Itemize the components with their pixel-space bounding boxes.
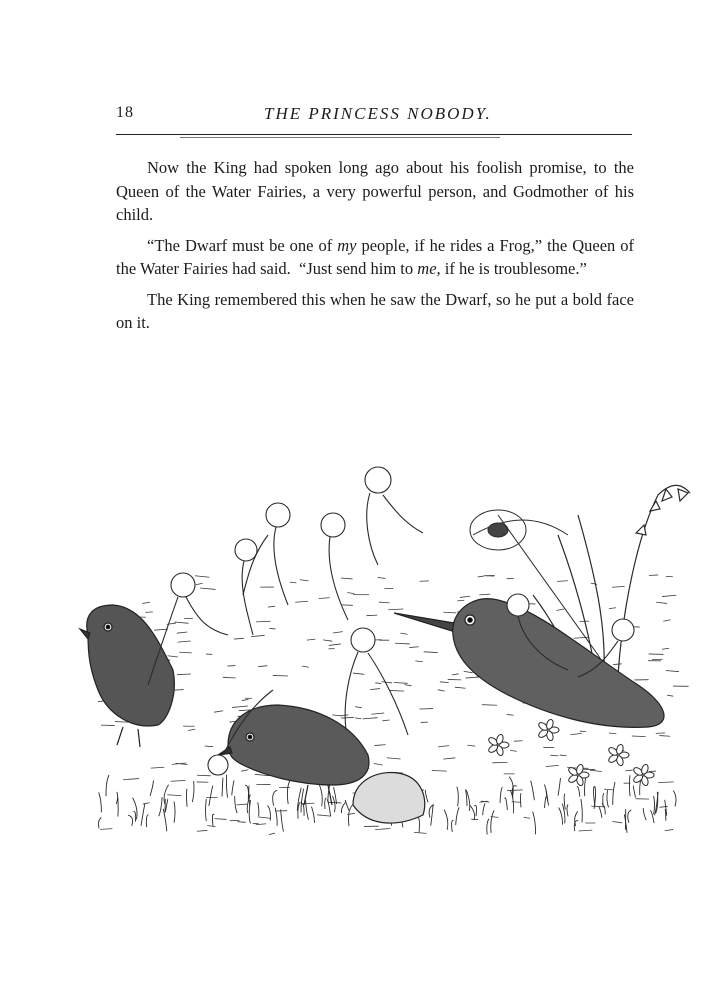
hatch-stroke	[168, 656, 178, 657]
mushroom	[353, 772, 425, 823]
grass-blade	[505, 798, 508, 810]
hatch-stroke	[143, 803, 150, 804]
hatch-stroke	[455, 687, 466, 688]
paragraph-3: The King remembered this when he saw the Dwarf, so he put a bold face on it.	[116, 289, 634, 332]
bird-right	[394, 599, 664, 728]
grass-blade	[487, 819, 489, 835]
hatch-stroke	[333, 632, 343, 633]
hatch-stroke	[467, 745, 475, 746]
hatch-stroke	[609, 733, 616, 734]
grass-blade	[150, 780, 153, 795]
hatch-stroke	[145, 612, 152, 613]
hatch-stroke	[409, 647, 418, 648]
hatch-stroke	[370, 689, 380, 690]
hatch-stroke	[404, 685, 411, 686]
hatch-stroke	[207, 825, 215, 826]
grass-blade	[602, 803, 605, 814]
flower	[567, 764, 589, 787]
grass-blade	[275, 808, 277, 826]
grass-blade	[226, 775, 227, 798]
hatch-stroke	[613, 664, 621, 665]
hatch-stroke	[660, 806, 668, 807]
hatch-stroke	[507, 790, 523, 791]
hatch-stroke	[142, 602, 150, 603]
hatch-stroke	[167, 795, 181, 796]
hatch-stroke	[557, 609, 565, 610]
grass-blade	[559, 808, 563, 825]
hatch-stroke	[188, 729, 195, 730]
grass-blade	[654, 796, 655, 814]
hatch-stroke	[205, 746, 213, 747]
hatch-stroke	[546, 765, 559, 766]
hatch-stroke	[452, 674, 459, 675]
hatch-stroke	[550, 755, 558, 756]
grass-blade	[318, 783, 322, 806]
hatch-stroke	[649, 575, 658, 576]
hatch-stroke	[662, 595, 676, 596]
hatch-stroke	[215, 819, 227, 820]
grass-blade	[628, 810, 632, 823]
hatch-stroke	[457, 600, 464, 601]
grass-blade	[613, 782, 615, 805]
hatch-stroke	[570, 733, 581, 734]
bird-left	[80, 605, 174, 747]
grass-blade	[281, 810, 284, 832]
hatch-stroke	[371, 713, 384, 714]
hatch-stroke	[234, 638, 244, 639]
hatch-stroke	[649, 771, 656, 772]
hatch-stroke	[432, 770, 447, 771]
grass-blade	[567, 804, 568, 816]
page-number: 18	[116, 104, 134, 121]
hatch-stroke	[560, 755, 567, 756]
hatch-stroke	[214, 711, 223, 712]
grass-blade	[245, 785, 248, 799]
hatch-stroke	[269, 833, 275, 834]
hatch-stroke	[625, 770, 632, 771]
grass-blade	[325, 798, 327, 809]
grass-blade	[673, 790, 676, 806]
hatch-stroke	[524, 817, 530, 818]
hatch-stroke	[438, 690, 445, 691]
hatch-stroke	[355, 718, 361, 719]
hatch-stroke	[341, 578, 353, 579]
grass-blade	[212, 814, 214, 826]
hatch-stroke	[658, 782, 673, 783]
header-rule-thin	[180, 137, 500, 138]
hatch-stroke	[197, 830, 207, 831]
hatch-stroke	[195, 576, 209, 577]
hatch-stroke	[659, 736, 670, 737]
hatch-stroke	[256, 621, 270, 622]
paragraph-2-part-a: “The Dwarf must be one of	[147, 235, 338, 255]
grass-blade	[133, 811, 135, 821]
hatch-stroke	[375, 683, 381, 684]
bird-center	[218, 705, 369, 805]
grass-blade	[301, 789, 304, 813]
hatch-stroke	[273, 675, 288, 676]
hatch-stroke	[663, 620, 670, 621]
grass-blade	[491, 810, 494, 832]
hatch-stroke	[177, 674, 191, 675]
hatch-stroke	[115, 722, 128, 723]
grass-blade	[533, 812, 536, 835]
grass-blade	[581, 799, 582, 822]
hatch-stroke	[478, 576, 484, 577]
grass-blade	[341, 803, 345, 813]
grass-blade	[187, 789, 188, 807]
hatch-stroke	[387, 758, 401, 759]
paragraph-2-part-c: if he is troublesome.”	[440, 259, 587, 278]
grass-blade	[425, 790, 428, 802]
hatch-stroke	[295, 601, 308, 602]
hatch-stroke	[482, 705, 497, 706]
paragraph-2-part-b: people, if he rides a Frog,” the Queen of the Water Fairies had said. “Just send him to	[116, 235, 634, 278]
flower	[537, 719, 559, 742]
hatch-stroke	[100, 829, 112, 830]
grass-blade	[599, 807, 602, 818]
grass-blade	[164, 785, 169, 804]
hatch-stroke	[378, 577, 386, 578]
grass-blade	[232, 780, 234, 795]
grass-blade	[650, 810, 654, 823]
hatch-stroke	[375, 828, 390, 829]
hatch-stroke	[355, 707, 362, 708]
hatch-stroke	[258, 666, 267, 667]
hatch-stroke	[464, 671, 473, 672]
hatch-stroke	[323, 640, 332, 641]
grass-blade	[574, 820, 578, 831]
hatch-stroke	[612, 586, 625, 587]
running-title: THE PRINCESS NOBODY.	[264, 104, 492, 123]
hatch-stroke	[510, 750, 517, 751]
hatch-stroke	[574, 637, 589, 638]
grass-blade	[106, 775, 109, 796]
hatch-stroke	[591, 583, 597, 584]
hatch-stroke	[237, 822, 245, 823]
hatch-stroke	[507, 578, 514, 579]
grass-blade	[116, 792, 117, 804]
running-header	[116, 104, 632, 128]
grass-blade	[258, 802, 259, 816]
hatch-stroke	[223, 677, 236, 678]
grass-blade	[311, 807, 314, 823]
hatch-stroke	[258, 817, 270, 818]
grass-blade	[456, 807, 459, 825]
grass-blade	[607, 790, 609, 807]
hatch-stroke	[227, 666, 235, 667]
hatch-stroke	[374, 764, 383, 765]
grass-blade	[222, 778, 223, 797]
hatch-stroke	[151, 767, 164, 768]
grass-blade	[133, 798, 137, 820]
grass-blade	[99, 792, 102, 812]
hatch-stroke	[579, 830, 593, 831]
grass-blade	[348, 805, 352, 826]
hatch-stroke	[366, 615, 377, 616]
hatch-stroke	[400, 633, 407, 634]
header-rule	[116, 134, 632, 135]
hatch-stroke	[443, 612, 456, 613]
grass-blade	[575, 811, 578, 826]
fairy-figures	[148, 467, 634, 775]
grass-blade	[558, 778, 560, 796]
emphasis-my: my	[337, 235, 357, 255]
hatch-stroke	[665, 829, 674, 830]
hatch-stroke	[414, 832, 426, 833]
hatch-stroke	[241, 770, 248, 771]
hatch-stroke	[347, 592, 354, 593]
hatch-stroke	[590, 770, 602, 771]
hatch-stroke	[395, 643, 410, 644]
hatch-stroke	[332, 715, 342, 716]
hatch-stroke	[612, 821, 622, 822]
grass-blade	[444, 810, 448, 830]
hatch-stroke	[415, 661, 423, 662]
hatch-stroke	[424, 652, 438, 653]
hatch-stroke	[341, 717, 354, 718]
grass-blade	[174, 802, 175, 823]
paragraph-2	[116, 234, 634, 281]
hatch-stroke	[381, 682, 392, 683]
hatch-stroke	[507, 714, 514, 715]
grass-blade	[206, 799, 207, 821]
grass-blade	[531, 781, 535, 801]
grass-blade	[470, 806, 475, 820]
grass-blade	[287, 780, 290, 804]
hatch-stroke	[302, 666, 309, 667]
hatch-stroke	[662, 648, 669, 649]
hatch-stroke	[329, 644, 341, 645]
grass-blade	[630, 775, 631, 796]
hatch-stroke	[178, 641, 191, 642]
grass-blade	[564, 794, 565, 809]
hatch-stroke	[382, 720, 389, 721]
hatch-stroke	[609, 608, 616, 609]
flower	[607, 744, 629, 767]
grass-blade	[146, 815, 148, 827]
hatch-stroke	[666, 670, 679, 671]
hatch-stroke	[300, 580, 309, 581]
hatch-stroke	[171, 781, 186, 782]
hatch-stroke	[268, 606, 275, 607]
grass-blade	[665, 809, 666, 821]
hatch-stroke	[604, 789, 614, 790]
hatch-stroke	[460, 596, 470, 597]
hatch-stroke	[196, 583, 203, 584]
hatch-stroke	[177, 632, 188, 633]
flower	[487, 734, 509, 757]
engraved-illustration	[78, 455, 698, 845]
hatch-stroke	[632, 736, 646, 737]
hatch-stroke	[269, 628, 275, 629]
hatch-stroke	[667, 695, 673, 696]
hatch-stroke	[347, 813, 355, 814]
hatch-stroke	[465, 677, 479, 678]
hatch-stroke	[479, 594, 490, 595]
grass-blade	[500, 787, 503, 803]
hatch-stroke	[557, 581, 568, 582]
hatch-stroke	[200, 588, 215, 589]
hatch-stroke	[363, 718, 378, 719]
hatch-stroke	[379, 602, 390, 603]
grass-blade	[141, 804, 145, 826]
grass-blade	[98, 818, 101, 829]
hatch-stroke	[388, 609, 403, 610]
grass-blade	[209, 786, 213, 806]
hatch-stroke	[374, 745, 385, 746]
grass-blade	[577, 787, 580, 797]
emphasis-me: me,	[417, 259, 441, 278]
grass-blade	[192, 781, 194, 802]
grass-blade	[332, 796, 335, 812]
body-text	[116, 156, 634, 335]
hatch-stroke	[175, 622, 189, 623]
hatch-stroke	[591, 806, 605, 807]
hatch-stroke	[123, 779, 139, 780]
grass-blade	[273, 790, 277, 806]
grass-blade	[633, 786, 635, 798]
hatch-stroke	[353, 673, 364, 674]
hatch-stroke	[438, 746, 449, 747]
hatch-stroke	[232, 706, 248, 707]
hatch-stroke	[290, 582, 297, 583]
grass-blade	[544, 797, 546, 808]
hatch-stroke	[242, 699, 249, 700]
hatch-stroke	[251, 635, 264, 636]
grass-blade	[643, 808, 646, 820]
flower	[632, 764, 654, 787]
grass-blade	[345, 800, 349, 810]
hatch-stroke	[389, 690, 404, 691]
hatch-stroke	[394, 683, 408, 684]
grass-blade	[128, 815, 132, 826]
paragraph-1: Now the King had spoken long ago about his foolish promise, to the Queen of the Water Fairies, a very powerful person, and Godmother of his child.	[116, 158, 634, 224]
grass-blade	[457, 787, 459, 807]
grass-blade	[165, 799, 167, 812]
flowers	[487, 719, 654, 787]
hatch-stroke	[236, 804, 247, 805]
hatch-stroke	[197, 775, 211, 776]
hatch-stroke	[440, 682, 449, 683]
grass-blade	[483, 803, 485, 815]
grass-blade	[452, 820, 454, 832]
hatch-stroke	[307, 639, 315, 640]
grass-blade	[431, 805, 433, 826]
hatch-stroke	[318, 598, 329, 599]
hatch-stroke	[256, 824, 266, 825]
grass-blade	[159, 797, 162, 816]
hatch-stroke	[443, 758, 455, 759]
hatch-stroke	[656, 602, 667, 603]
hatch-stroke	[179, 652, 191, 653]
hatch-stroke	[317, 815, 331, 816]
